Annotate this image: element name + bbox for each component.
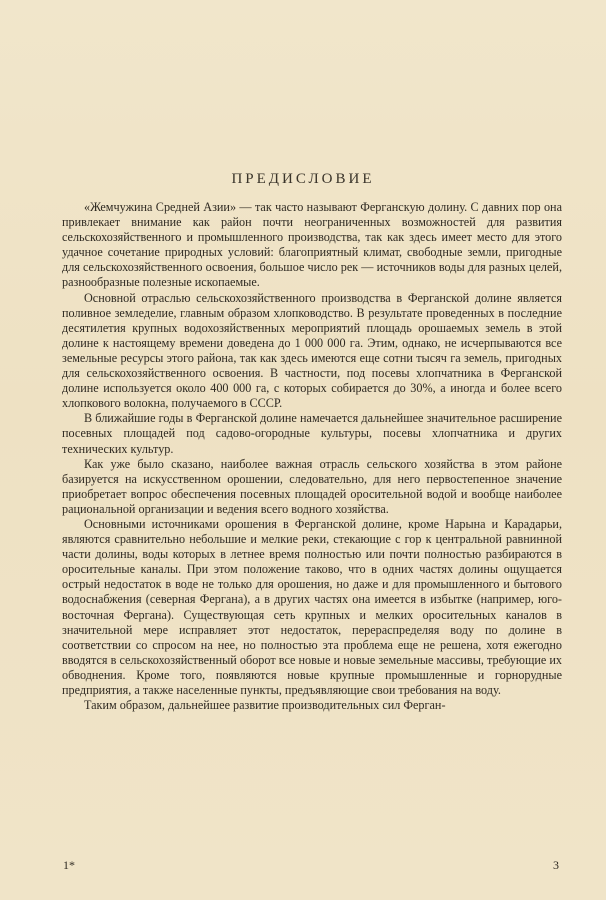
paragraph: «Жемчужина Средней Азии» — так часто называют Ферганскую долину. С давних пор она привлекает внимание как район почти неограниченных возможностей для развития сельскохозяйственного и промышленного производства, так как здесь имеет место для этого удачное сочетание природных условий: благоприятный климат, свободные земли, пригодные для сельскохозяйственного освоения, большое число рек — источников воды для разных целей, разнообразные полезные ископаемые.: [62, 200, 562, 290]
paragraph: Таким образом, дальнейшее развитие производительных сил Ферган-: [84, 698, 446, 713]
signature-mark: 1*: [63, 858, 75, 872]
page-number: 3: [553, 858, 559, 872]
paragraph: Основной отраслью сельскохозяйственного производства в Ферганской долине является поливное земледелие, главным образом хлопководство. В результате проведенных в последние десятилетия крупных водохозяйственных мероприятий площадь орошаемых земель в этой долине к настоящему времени доведена до 1 000 000 га. Этим, однако, не исчерпываются все земельные ресурсы этого района, так как здесь имеются еще сотни тысяч га земель, пригодных для сельскохозяйственного освоения. В частности, под посевы хлопчатника в Ферганской долине используется около 400 000 га, с которых собирается до 30%, а иногда и более всего хлопкового волокна, получаемого в СССР.: [62, 290, 562, 411]
paragraph: Как уже было сказано, наиболее важная отрасль сельского хозяйства в этом районе базируется на искусственном орошении, следовательно, для него первостепенное значение приобретает вопрос обеспечения посевных площадей оросительной водой и вообще наиболее рациональной организации и ведения всего водного хозяйства.: [62, 456, 562, 516]
page-title: ПРЕДИСЛОВИЕ: [231, 171, 375, 187]
paragraph: Основными источниками орошения в Ферганской долине, кроме Нарына и Карадарьи, являются сравнительно небольшие и мелкие реки, стекающие с гор к центральной равнинной части долины, воды которых в летнее время полностью или почти полностью разбираются в оросительные каналы. При этом положение таково, что в одних частях долины ощущается острый недостаток в воде не только для орошения, но даже и для промышленного и бытового водоснабжения (северная Фергана), а в других частях она имеется в избытке (например, юго-восточная Фергана). Существующая сеть крупных и мелких оросительных каналов в значительной мере исправляет этот недостаток, перераспределяя воду по долине в соответствии со спросом на нее, но полностью эта проблема еще не решена, хотя ежегодно вводятся в сельскохозяйственный оборот все новые и новые земельные массивы, требующие их обводнения. Кроме того, появляются новые крупные промышленные и горнорудные предприятия, а также населенные пункты, предъявляющие свои требования на воду.: [62, 516, 562, 697]
body-text: [62, 200, 562, 713]
paragraph: В ближайшие годы в Ферганской долине намечается дальнейшее значительное расширение посевных площадей под садово-огородные культуры, посевы хлопчатника и других технических культур.: [62, 411, 562, 456]
